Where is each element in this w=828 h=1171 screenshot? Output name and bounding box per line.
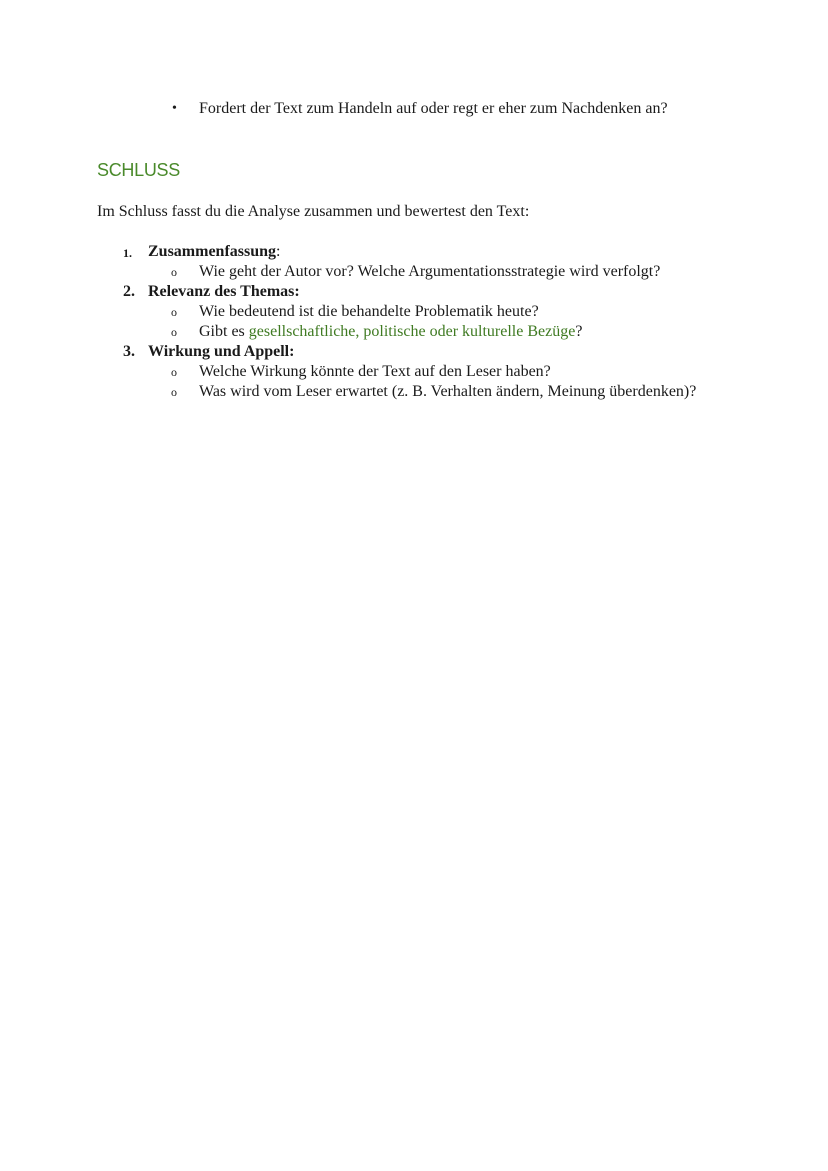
sub-item (97, 262, 729, 282)
item-number: 3. (123, 343, 135, 360)
highlighted-text: gesellschaftliche, politische oder kulturelle Bezüge (248, 323, 576, 340)
sub-item (97, 322, 729, 342)
list-item-2 (97, 282, 737, 342)
sub-item-text: Was wird vom Leser erwartet (z. B. Verhalten ändern, Meinung überdenken)? (199, 383, 697, 400)
item-number: 2. (123, 283, 135, 300)
sub-marker: o (171, 365, 177, 379)
item-title: Wirkung und Appell: (148, 343, 295, 360)
sub-marker: o (171, 265, 177, 279)
section-heading: SCHLUSS (97, 160, 180, 180)
item-title: Zusammenfassung (148, 243, 277, 260)
sub-marker: o (171, 385, 177, 399)
item-title: Relevanz des Themas: (148, 283, 300, 300)
bullet-item (172, 99, 732, 119)
sub-item-prefix: Gibt es (199, 323, 249, 340)
list-item-3 (97, 342, 737, 402)
sub-item-text (199, 322, 729, 342)
numbered-list (97, 242, 737, 402)
sub-marker: o (171, 325, 177, 339)
bullet-marker: • (172, 101, 177, 116)
sub-item-text: Welche Wirkung könnte der Text auf den Leser haben? (199, 363, 551, 380)
sub-marker: o (171, 305, 177, 319)
list-item-1 (97, 242, 737, 282)
item-title-suffix: : (276, 243, 281, 260)
intro-paragraph: Im Schluss fasst du die Analyse zusammen und bewertest den Text: (97, 203, 530, 220)
bullet-text: Fordert der Text zum Handeln auf oder regt er eher zum Nachdenken an? (199, 100, 668, 117)
sub-item (97, 362, 729, 382)
sub-item (97, 382, 729, 402)
sub-item-suffix: ? (575, 323, 583, 340)
item-number: 1. (123, 246, 132, 260)
sub-item-text: Wie geht der Autor vor? Welche Argumentationsstrategie wird verfolgt? (199, 263, 661, 280)
sub-item-text: Wie bedeutend ist die behandelte Problematik heute? (199, 303, 539, 320)
sub-item (97, 302, 729, 322)
